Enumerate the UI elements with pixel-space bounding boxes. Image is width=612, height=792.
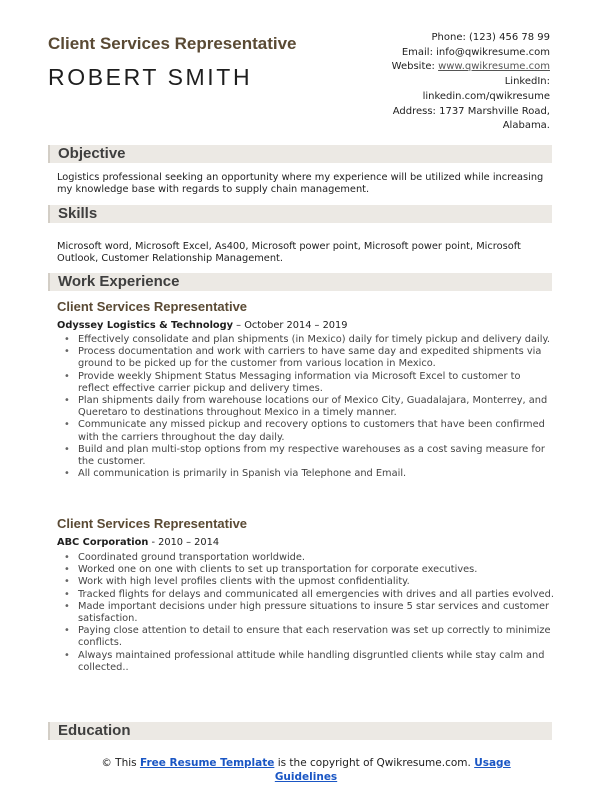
job-2-title: Client Services Representative [57,516,248,531]
section-education [48,722,552,740]
list-item: • Made important decisions under high pressure situations to insure 5 star services and customer satisfaction. [78,601,554,625]
contact-address-line2: Alabama. [502,120,550,132]
footer-copyright [0,756,612,784]
job-1-bullets [78,334,554,480]
list-item: • Process documentation and work with carriers to have same day and expedited shipments via ground to be picked up for the customer from various location in Mexico. [78,346,554,370]
usage-link[interactable]: Usage [474,757,511,769]
section-title-objective: Objective [58,145,126,162]
resume-job-title: Client Services Representative [48,34,297,53]
objective-text: Logistics professional seeking an opportunity where my experience will be utilized while increasing my knowledge base with regards to supply chain management. [57,172,544,195]
candidate-name: ROBERT SMITH [48,64,253,90]
section-title-education: Education [58,722,131,739]
contact-email: Email: info@qwikresume.com [401,46,550,58]
contact-website [392,60,550,75]
website-link[interactable]: www.qwikresume.com [438,61,550,73]
job-1-dates: – October 2014 – 2019 [233,320,348,331]
list-item: • Plan shipments daily from warehouse locations our of Mexico City, Guadalajara, Monterrey, and Queretaro to destinations throughout Mexico in a timely manner. [78,395,554,419]
list-item: • Coordinated ground transportation worldwide. [78,552,554,564]
list-item: • Provide weekly Shipment Status Messaging information via Microsoft Excel to customer to reflect effective carrier pickup and delivery times. [78,371,554,395]
section-objective [48,145,552,163]
guidelines-link[interactable]: Guidelines [274,771,338,783]
job-1-title: Client Services Representative [57,299,248,314]
job-2-company: ABC Corporation [57,537,149,548]
footer-prefix: © This [101,757,140,769]
skills-text: Microsoft word, Microsoft Excel, As400, Microsoft power point, Microsoft power point, Microsoft Outlook, Customer Relationship Management. [57,241,521,264]
contact-linkedin-label: LinkedIn: [504,76,550,88]
list-item: • Always maintained professional attitude while handling disgruntled clients while stay calm and collected.. [78,650,554,674]
list-item: • Paying close attention to detail to ensure that each reservation was set up correctly to minimize conflicts. [78,625,554,649]
job-1-company-line [57,320,348,331]
section-skills [48,205,552,223]
job-2-bullets [78,552,554,674]
section-title-skills: Skills [58,205,98,222]
job-1-company: Odyssey Logistics & Technology [57,320,234,331]
list-item: • All communication is primarily in Spanish via Telephone and Email. [78,468,554,480]
list-item: • Effectively consolidate and plan shipments (in Mexico) daily for timely pickup and delivery daily. [78,334,554,346]
free-resume-template-link[interactable]: Free Resume Template [139,757,275,769]
section-work-experience [48,273,552,291]
list-item: • Worked one on one with clients to set up transportation for corporate executives. [78,564,554,576]
contact-linkedin-url: linkedin.com/qwikresume [422,90,550,102]
job-2-company-line [57,537,219,548]
section-title-work-experience: Work Experience [58,273,180,290]
footer-middle: is the copyright of Qwikresume.com. [274,757,475,769]
list-item: • Communicate any missed pickup and recovery options to customers that have been confirmed with the carriers throughout the day daily. [78,419,554,443]
contact-phone: Phone: (123) 456 78 99 [431,32,550,43]
job-2-dates: - 2010 – 2014 [148,537,220,548]
contact-address-line1: Address: 1737 Marshville Road, [392,105,550,117]
contact-block [392,31,550,134]
list-item: • Work with high level profiles clients with the upmost confidentiality. [78,576,554,588]
list-item: • Build and plan multi-stop options from my respective warehouses as a cost saving measure for the customer. [78,444,554,468]
list-item: • Tracked flights for delays and communicated all emergencies with drives and all parties evolved. [78,589,554,601]
website-label: Website: [391,61,439,73]
